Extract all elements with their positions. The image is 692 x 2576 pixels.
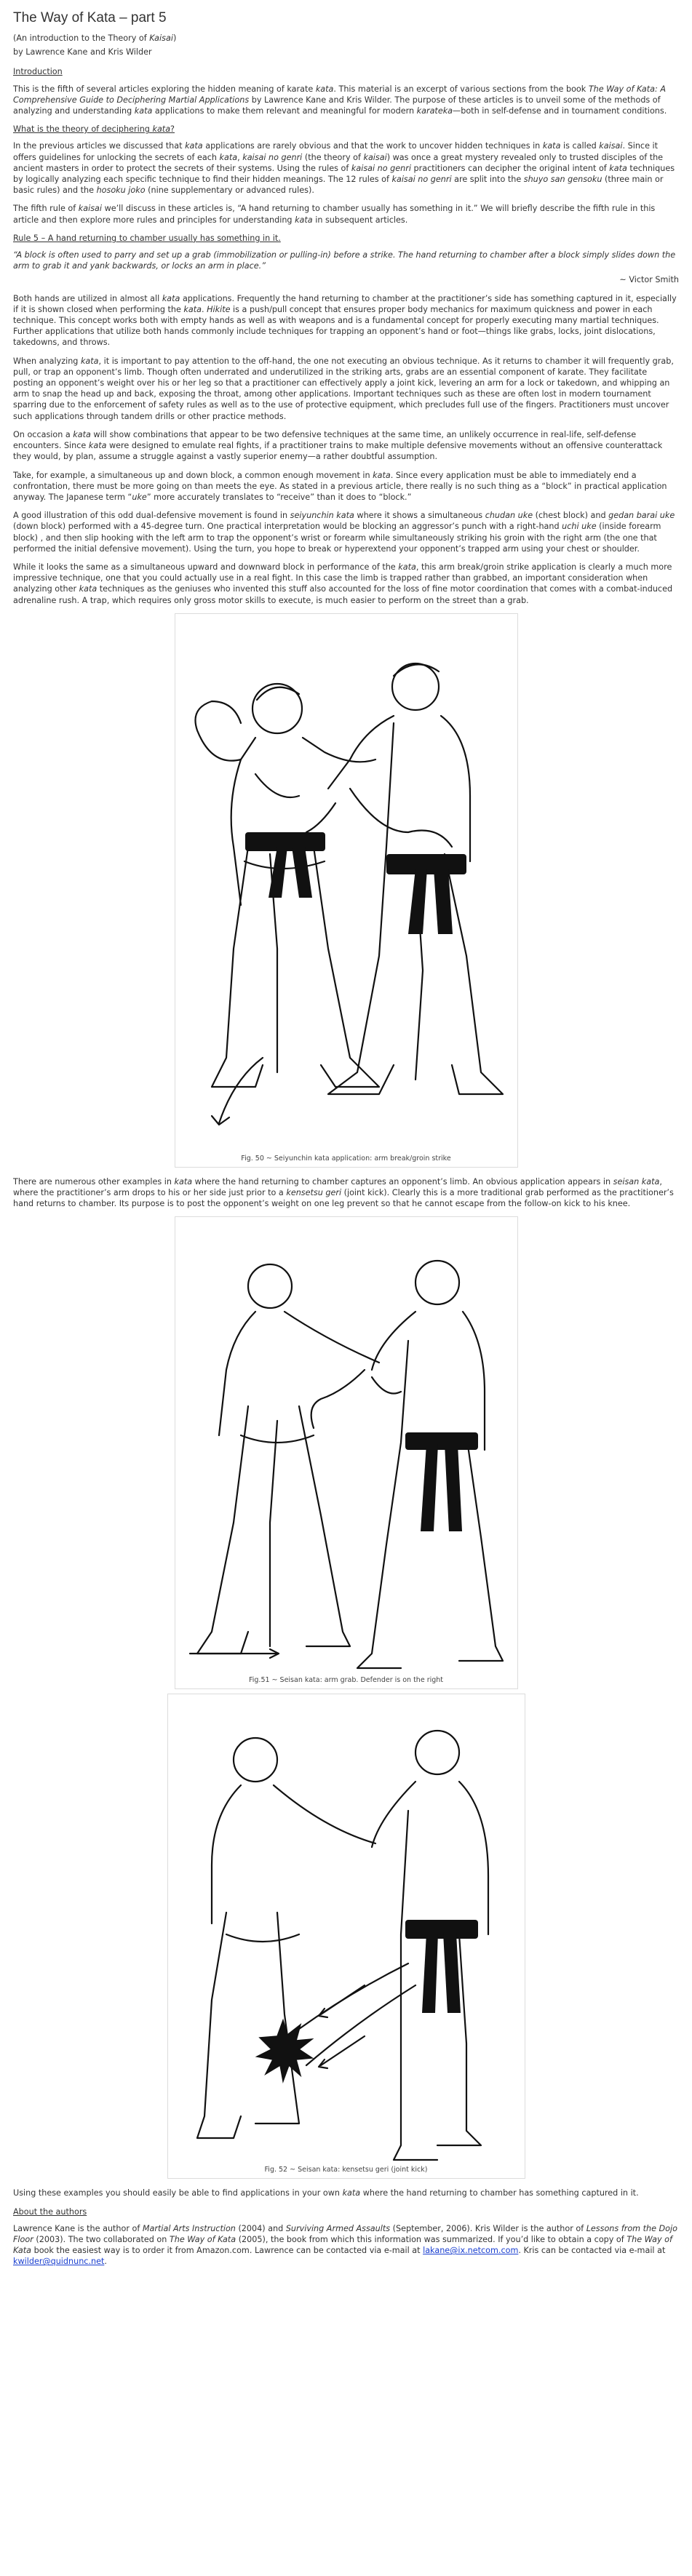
intro-subtitle: (An introduction to the Theory of Kaisai): [13, 33, 177, 43]
paragraph-theory: In the previous articles we discussed that kata applications are rarely obvious and that the work to uncover hidden techniques in kata is called kaisai. Since it offers guidelines for unlocking the secrets of each kata, kaisai no genri (the theory of kaisai) was once a great mystery revealed only to trusted disciples of the ancient masters in order to protect the secrets of their systems. Using the rules of kaisai no genri practitioners can decipher the original intent of kata techniques by logically analyzing each specific technique to find their hidden meanings. The 12 rules of kaisai no genri are split into the shuyo san gensoku (three main or basic rules) and the hosoku joko (nine supplementary or advanced rules).: [13, 141, 675, 196]
section-heading-theory: What is the theory of deciphering kata?: [13, 124, 175, 135]
figure-caption: Fig.51 ~ Seisan kata: arm grab. Defender is on the right: [248, 1676, 444, 1685]
paragraph-arm-break: While it looks the same as a simultaneous upward and downward block in performance of the kata, this arm break/groin strike application is clearly a much more impressive technique, one that you could actually use in a real fight. In this case the limb is trapped rather than grabbed, an important consideration when analyzing other kata techniques as the geniuses who invented this stuff also accounted for the loss of fine motor coordination that comes with a combat-induced adrenaline rush. A trap, which requires only gross motor skills to execute, is much easier to perform on the street than a grab.: [13, 562, 673, 605]
email-link-lawrence[interactable]: lakane@ix.netcom.com: [423, 2246, 519, 2256]
figure-caption: Fig. 52 ~ Seisan kata: kensetsu geri (joint kick): [264, 2166, 428, 2174]
byline: by Lawrence Kane and Kris Wilder: [13, 47, 152, 57]
figure-51: [175, 1216, 518, 1689]
karate-arm-grab-illustration: [175, 1217, 517, 1674]
page-title: The Way of Kata – part 5: [13, 10, 167, 25]
section-heading-rule5: Rule 5 – A hand returning to chamber usually has something in it.: [13, 233, 281, 243]
paragraph-combinations: On occasion a kata will show combinations that appear to be two defensive techniques at the same time, an unlikely occurrence in real-life, self-defense encounters. Since kata were designed to emulate real fights, if a practitioner trains to make multiple defensive movements without an offensive counterattack they would, by plan, assume a struggle against a vastly superior enemy—a rather doubtful assumption.: [13, 429, 663, 462]
paragraph-other-examples: There are numerous other examples in kata where the hand returning to chamber captures an opponent’s limb. An obvious application appears in seisan kata, where the practitioner’s arm drops to his or her side just prior to a kensetsu geri (joint kick). Clearly this is a more traditional grab performed as the practitioner’s hand returns to chamber. Its purpose is to post the opponent’s weight on one leg prevent so that he cannot escape from the follow-on kick to his knee.: [13, 1176, 674, 1209]
section-heading-authors: About the authors: [13, 2206, 87, 2217]
figure-caption: Fig. 50 ~ Seiyunchin kata application: arm break/groin strike: [241, 1154, 451, 1163]
paragraph-conclusion: Using these examples you should easily be able to find applications in your own kata where the hand returning to chamber has something captured in it.: [13, 2188, 639, 2198]
paragraph-both-hands: Both hands are utilized in almost all kata applications. Frequently the hand returning to chamber at the practitioner’s side has something captured in it, especially if it is shown closed when performing the kata. Hikite is a push/pull concept that ensures proper body mechanics for maximum quickness and power in each technique. This concept works both with empty hands as well as with weapons and is a fundamental concept for properly executing many martial techniques. Further applications that utilize both hands commonly include techniques for trapping an opponent’s hand or foot—things like grabs, locks, joint dislocations, takedowns, and throws.: [13, 293, 677, 348]
figure-52: [167, 1694, 525, 2179]
paragraph-up-down-block: Take, for example, a simultaneous up and down block, a common enough movement in kata. Since every application must be able to immediately end a confrontation, there must be more going on than meets the eye. As stated in a previous article, there really is no such thing as a “block” in practical application anyway. The Japanese term “uke” more accurately translates to “receive” than it does to “block.”: [13, 470, 667, 502]
paragraph-seiyunchin: A good illustration of this odd dual-defensive movement is found in seiyunchin kata where it shows a simultaneous chudan uke (chest block) and gedan barai uke (down block) performed with a 45-degree turn. One practical interpretation would be blocking an aggressor’s punch with a right-hand uchi uke (inside forearm block) , and then slip hooking with the left arm to trap the opponent’s wrist or forearm while simultaneously striking his groin with the right arm (the one that performed the initial defensive movement). Using the turn, you hope to break or hyperextend your opponent’s trapped arm using your chest or shoulder.: [13, 511, 675, 554]
paragraph-fifth-rule: The fifth rule of kaisai we’ll discuss in these articles is, “A hand returning to chamber usually has something in it.” We will briefly describe the fifth rule in this article and then explore more rules and principles for understanding kata in subsequent articles.: [13, 204, 656, 225]
karate-joint-kick-illustration: [168, 1694, 525, 2164]
paragraph-intro: This is the fifth of several articles exploring the hidden meaning of karate kata. This material is an excerpt of various sections from the book The Way of Kata: A Comprehensive Guide to Deciphering Martial Applications by Lawrence Kane and Kris Wilder. The purpose of these articles is to unveil some of the methods of analyzing and understanding kata applications to make them relevant and meaningful for modern karateka—both in self-defense and in tournament conditions.: [13, 84, 667, 116]
email-link-kris[interactable]: kwilder@quidnunc.net: [13, 2257, 105, 2267]
paragraph-off-hand: When analyzing kata, it is important to pay attention to the off-hand, the one not executing an obvious technique. As it returns to chamber it will frequently grab, pull, or trap an opponent’s limb. Though often underrated and underutilized in the striking arts, grabs are an essential component of karate. They facilitate posting an opponent’s weight over his or her leg so that a practitioner can effectively apply a joint kick, levering an arm for a lock or takedown, and whipping an arm to snap the head up and back, exposing the throat, among other applications. Important techniques such as these are often lost in modern tournament sparring due to the enforcement of safety rules as well as to the use of protective equipment, which precludes full use of the fingers. Practitioners must uncover such applications through tandem drills or other practice methods.: [13, 356, 674, 421]
section-heading-introduction: Introduction: [13, 67, 63, 77]
karate-arm-break-illustration: [175, 614, 517, 1152]
article: [13, 0, 679, 2275]
figure-50: [175, 613, 518, 1168]
quote-attribution: ~ Victor Smith: [619, 275, 679, 285]
paragraph-authors: Lawrence Kane is the author of Martial Arts Instruction (2004) and Surviving Armed Assaults (September, 2006). Kris Wilder is the author of Lessons from the Dojo Floor (2003). The two collaborated on The Way of Kata (2005), the book from which this information was summarized. If you’d like to obtain a copy of The Way of Kata book the easiest way is to order it from Amazon.com. Lawrence can be contacted via e-mail at lakane@ix.netcom.com. Kris can be contacted via e-mail at kwilder@quidnunc.net.: [13, 2223, 677, 2267]
block-quote: “A block is often used to parry and set up a grab (immobilization or pulling-in) before a strike. The hand returning to chamber after a block simply slides down the arm to grab it and yank backwards, or locks an arm in place.”: [13, 250, 676, 271]
